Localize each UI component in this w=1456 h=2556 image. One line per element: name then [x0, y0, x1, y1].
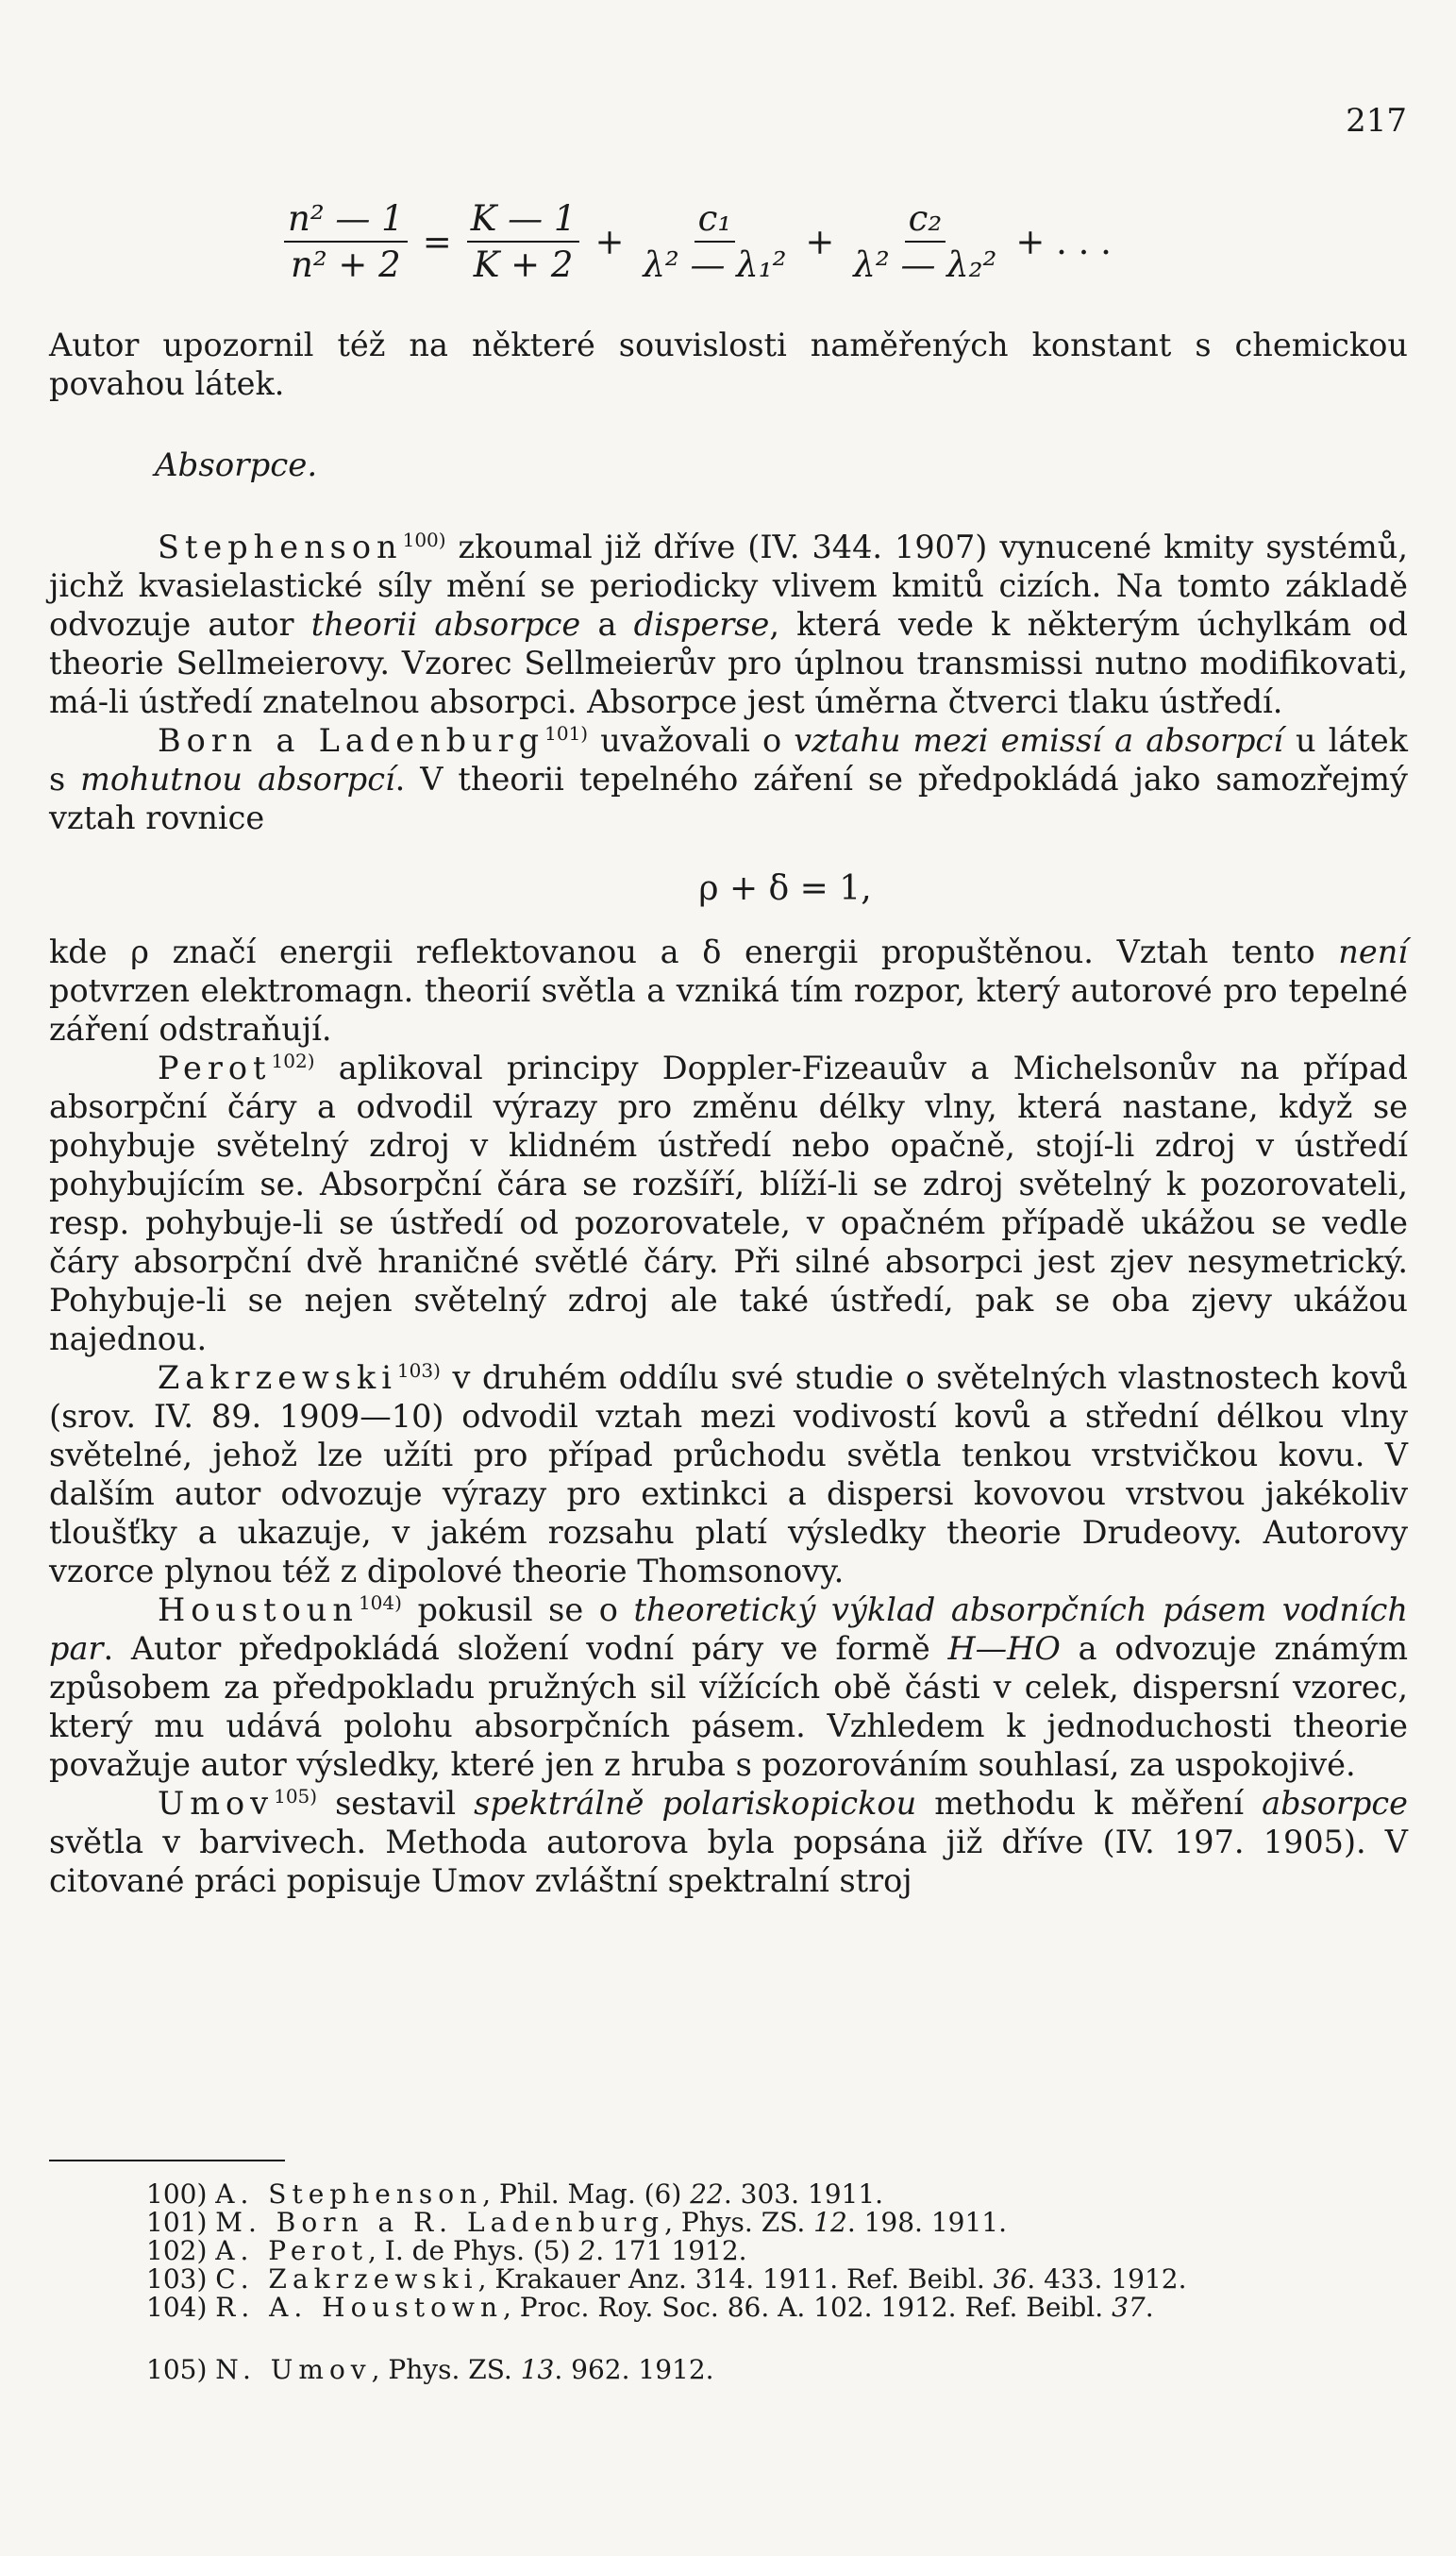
paragraph-houstoun [49, 1590, 1408, 1784]
footnote-volume: 22 [690, 2178, 724, 2210]
footnote-text: . 433. 1912. [1027, 2263, 1187, 2295]
author-name: Born a Ladenburg [158, 722, 545, 759]
fraction-term1 [467, 198, 580, 285]
text-run: a [580, 606, 634, 643]
footnote-ref: 103) [396, 1358, 441, 1382]
footnote-number: 103) [146, 2263, 208, 2295]
paragraph-stephenson [49, 528, 1408, 721]
paragraph-born-ladenburg [49, 721, 1408, 837]
footnote-author: C. Zakrzewski [215, 2263, 478, 2295]
term3-denominator: λ² — λ₂² [853, 244, 997, 285]
footnote-text: , Krakauer Anz. 314. 1911. Ref. Beibl. [477, 2263, 994, 2295]
author-name: Perot [158, 1050, 272, 1086]
footnote-101 [146, 2209, 1411, 2237]
footnote-ref: 100) [402, 528, 446, 551]
footnote-text: . 303. 1911. [723, 2178, 884, 2210]
footnote-100 [146, 2180, 1411, 2209]
footnote-number: 101) [146, 2207, 208, 2238]
paragraph-zakrzewski [49, 1358, 1408, 1590]
footnote-ref: 105) [274, 1784, 318, 1808]
author-name: Zakrzewski [158, 1359, 397, 1396]
equation-rho-delta: ρ + δ = 1, [698, 869, 872, 908]
emphasis: vztahu mezi emissí a absorpcí [794, 722, 1283, 759]
page-number: 217 [1346, 102, 1407, 140]
text-run: . Autor předpokládá složení vodní páry ve formě [103, 1630, 948, 1667]
footnote-text: , Proc. Roy. Soc. 86. A. 102. 1912. Ref. Beibl. [502, 2292, 1113, 2323]
footnote-author: A. Stephenson [215, 2178, 483, 2210]
footnote-102 [146, 2237, 1411, 2265]
text-run: zkoumal již dříve (IV. 344. 1907) vynucené kmity systémů, jichž kvasielastické síly mění se periodicky vlivem kmitů cizích. Na tomto základě odvozuje autor [49, 529, 1408, 643]
section-heading: Absorpce. [155, 446, 318, 484]
author-name: Umov [158, 1785, 275, 1822]
lhs-denominator: n² + 2 [291, 244, 401, 285]
footnote-text: , Phys. ZS. [664, 2207, 814, 2238]
footnote-number: 102) [146, 2235, 208, 2266]
text-run: aplikoval principy Doppler-Fizeauův a Michelsonův na případ absorpční čáry a odvodil výrazy pro změnu délky vlny, která nastane, když se pohybuje světelný zdroj v klidném ústředí nebo opačně, stojí-li zdroj v ústředí pohybujícím se. Absorpční čára se rozšíří, blíží-li se zdroj světelný k pozorovateli, resp. pohybuje-li se ústředí od pozorovatele, v opačném případě ukážou se vedle čáry absorpční dvě hraničné světlé čáry. Při silné absorpci jest zjev nesymetrický. Pohybuje-li se nejen světelný zdroj ale také ústředí, pak se oba zjevy ukážou najednou. [49, 1050, 1408, 1357]
author-name: Houstoun [158, 1591, 359, 1628]
text-run: , která vede k některým úchylkám od theorie Sellmeierovy. Vzorec Sellmeierův pro úplnou transmissi nutno modifikovati, má-li ústředí znatelnou absorpci. Absorpce jest úměrna čtverci tlaku ústředí. [49, 606, 1408, 720]
footnote-text: . 962. 1912. [554, 2354, 714, 2385]
fraction-term2 [639, 198, 790, 285]
term2-numerator: c₁ [695, 198, 736, 243]
text-run: uvažovali o [588, 722, 795, 759]
footnote-volume: 12 [813, 2207, 847, 2238]
term1-numerator: K — 1 [467, 198, 580, 243]
footnote-103 [146, 2265, 1411, 2294]
formula-tail: + . . . [1015, 221, 1112, 262]
emphasis: theorii absorpce [310, 606, 581, 643]
text-run: a odvozuje známým způsobem za předpokladu pružných sil vížících obě části v celek, dispersní vzorec, který mu udává polohu absorpčních pásem. Vzhledem k jednoduchosti theorie považuje autor výsledky, které jen z hruba s pozorováním souhlasí, za uspokojivé. [49, 1630, 1408, 1783]
text-run: sestavil [317, 1785, 475, 1822]
emphasis: H—HO [947, 1630, 1061, 1667]
plus-sign: + [594, 221, 625, 262]
text-run: kde ρ značí energii reflektovanou a δ energii propuštěnou. Vztah tento [49, 933, 1339, 970]
plus-sign: + [805, 221, 835, 262]
footnote-ref: 104) [358, 1590, 402, 1614]
footnote-author: A. Perot [215, 2235, 368, 2266]
footnote-volume: 2 [578, 2235, 596, 2266]
term3-numerator: c₂ [905, 198, 946, 243]
lhs-numerator: n² — 1 [284, 198, 408, 243]
emphasis: mohutnou absorpcí [80, 761, 395, 798]
footnote-number: 100) [146, 2178, 208, 2210]
equals-sign: = [422, 221, 452, 262]
dispersion-formula [278, 198, 1121, 285]
footnote-volume: 13 [520, 2354, 555, 2385]
emphasis: spektrálně polariskopickou [474, 1785, 917, 1822]
footnote-text: , Phil. Mag. (6) [482, 2178, 691, 2210]
author-name: Stephenson [158, 529, 403, 565]
footnote-ref: 102) [271, 1049, 315, 1072]
intro-paragraph: Autor upozornil též na některé souvislosti naměřených konstant s chemickou povahou látek. [49, 327, 1408, 402]
text-run: . V theorii tepelného záření se předpokládá jako samozřejmý vztah rovnice [49, 761, 1408, 836]
text-run: potvrzen elektromagn. theorií světla a vzniká tím rozpor, který autorové pro tepelné záření odstraňují. [49, 972, 1408, 1048]
footnote-number: 104) [146, 2292, 208, 2323]
footnote-text: , I. de Phys. (5) [367, 2235, 579, 2266]
term1-denominator: K + 2 [473, 244, 574, 285]
footnote-author: N. Umov [215, 2354, 372, 2385]
paragraph-umov [49, 1784, 1408, 1900]
fraction-term3 [849, 198, 1000, 285]
footnote-text: . [1145, 2292, 1154, 2323]
footnote-volume: 37 [1112, 2292, 1146, 2323]
emphasis: není [1338, 933, 1408, 970]
main-text [49, 326, 1408, 1900]
emphasis: theoretický výklad absorpčních pásem vodních par [49, 1591, 1408, 1667]
text-run: pokusil se o [401, 1591, 634, 1628]
footnote-author: M. Born a R. Ladenburg [215, 2207, 665, 2238]
footnote-text: . 171 1912. [595, 2235, 747, 2266]
footnote-text: , Phys. ZS. [371, 2354, 521, 2385]
text-run: v druhém oddílu své studie o světelných vlastnostech kovů (srov. IV. 89. 1909—10) odvodil vztah mezi vodivostí kovů a střední délkou vlny světelné, jehož lze užíti pro případ průchodu světla tenkou vrstvičkou kovu. V dalším autor odvozuje výrazy pro extinkci a dispersi kovovou vrstvou jakékoliv tloušťky a ukazuje, v jakém rozsahu platí výsledky theorie Drudeovy. Autorovy vzorce plynou též z dipolové theorie Thomsonovy. [49, 1359, 1408, 1589]
footnote-104 [146, 2294, 1411, 2322]
emphasis: absorpce [1262, 1785, 1408, 1822]
fraction-lhs [284, 198, 408, 285]
emphasis: disperse [633, 606, 770, 643]
footnote-volume: 36 [993, 2263, 1028, 2295]
text-run: u látek s [49, 722, 1408, 798]
text-run: methodu k měření [916, 1785, 1263, 1822]
footnote-number: 105) [146, 2354, 208, 2385]
footnote-ref: 101) [544, 721, 589, 745]
paragraph-rho-delta [49, 933, 1408, 1049]
footnotes [146, 2180, 1411, 2384]
footnote-text: . 198. 1911. [846, 2207, 1008, 2238]
footnote-author: R. A. Houstown [215, 2292, 503, 2323]
paragraph-perot [49, 1049, 1408, 1358]
text-run: světla v barvivech. Methoda autorova byla popsána již dříve (IV. 197. 1905). V citované práci popisuje Umov zvláštní spektralní stroj [49, 1824, 1408, 1899]
footnote-divider [49, 2160, 285, 2161]
term2-denominator: λ² — λ₁² [643, 244, 787, 285]
footnote-105 [146, 2356, 1411, 2384]
